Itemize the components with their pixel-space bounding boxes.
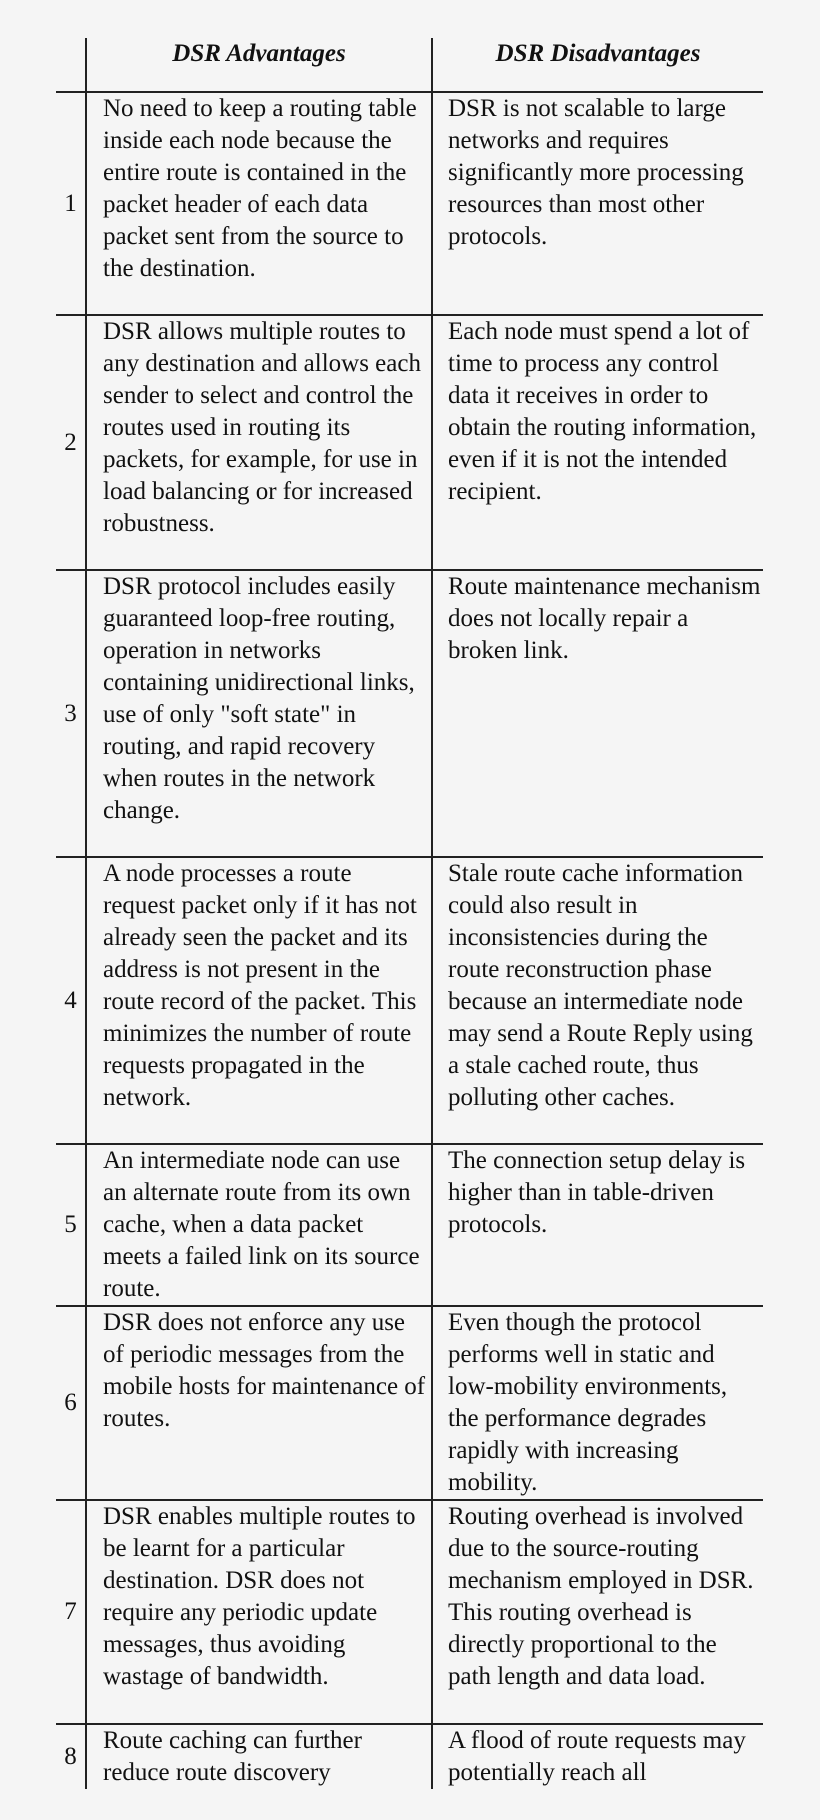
advantage-cell: DSR allows multiple routes to any destination and allows each sender to select and control the routes used in routing its packets, for example, for use in load balancing or for increased robustness. [86,315,432,570]
table-row [56,857,763,1144]
disadvantage-cell: The connection setup delay is higher than in table-driven protocols. [432,1144,763,1306]
row-number: 3 [56,570,86,857]
disadvantage-cell: Routing overhead is involved due to the source-routing mechanism employed in DSR. This routing overhead is directly proportional to the path length and data load. [432,1500,763,1724]
disadvantage-cell: Each node must spend a lot of time to process any control data it receives in order to obtain the routing information, even if it is not the intended recipient. [432,315,763,570]
advantage-cell: A node processes a route request packet only if it has not already seen the packet and its address is not present in the route record of the packet. This minimizes the number of route requests propagated in the network. [86,857,432,1144]
row-number: 1 [56,92,86,315]
dsr-comparison-table [56,38,763,1789]
row-number: 4 [56,857,86,1144]
header-row [56,38,763,92]
row-number: 8 [56,1724,86,1789]
table-row [56,1724,763,1789]
row-number: 7 [56,1500,86,1724]
table-row [56,570,763,857]
header-advantages: DSR Advantages [86,38,432,92]
row-number: 6 [56,1306,86,1500]
advantage-cell: DSR protocol includes easily guaranteed loop-free routing, operation in networks containing unidirectional links, use of only "soft state" in routing, and rapid recovery when routes in the network change. [86,570,432,857]
table-header [56,38,763,92]
row-number: 5 [56,1144,86,1306]
disadvantage-cell: A flood of route requests may potentially reach all [448,1727,746,1786]
table-body [56,92,763,1789]
advantage-cell: DSR enables multiple routes to be learnt for a particular destination. DSR does not require any periodic update messages, thus avoiding wastage of bandwidth. [86,1500,432,1724]
table-row [56,92,763,315]
header-disadvantages: DSR Disadvantages [432,38,763,92]
row-number: 2 [56,315,86,570]
disadvantage-cell: Route maintenance mechanism does not locally repair a broken link. [432,570,763,857]
advantage-cell: DSR does not enforce any use of periodic messages from the mobile hosts for maintenance of routes. [86,1306,432,1500]
disadvantage-cell: DSR is not scalable to large networks and requires significantly more processing resources than most other protocols. [432,92,763,315]
advantage-cell: Route caching can further reduce route discovery [86,1724,432,1789]
header-number [56,38,86,92]
table-row [56,1306,763,1500]
table-row [56,1144,763,1306]
table-row [56,315,763,570]
advantage-cell: An intermediate node can use an alternate route from its own cache, when a data packet meets a failed link on its source route. [86,1144,432,1306]
disadvantage-cell: Even though the protocol performs well in static and low-mobility environments, the performance degrades rapidly with increasing mobility. [432,1306,763,1500]
table-row [56,1500,763,1724]
advantage-cell: No need to keep a routing table inside each node because the entire route is contained in the packet header of each data packet sent from the source to the destination. [86,92,432,315]
disadvantage-cell: Stale route cache information could also result in inconsistencies during the route reconstruction phase because an intermediate node may send a Route Reply using a stale cached route, thus polluting other caches. [432,857,763,1144]
